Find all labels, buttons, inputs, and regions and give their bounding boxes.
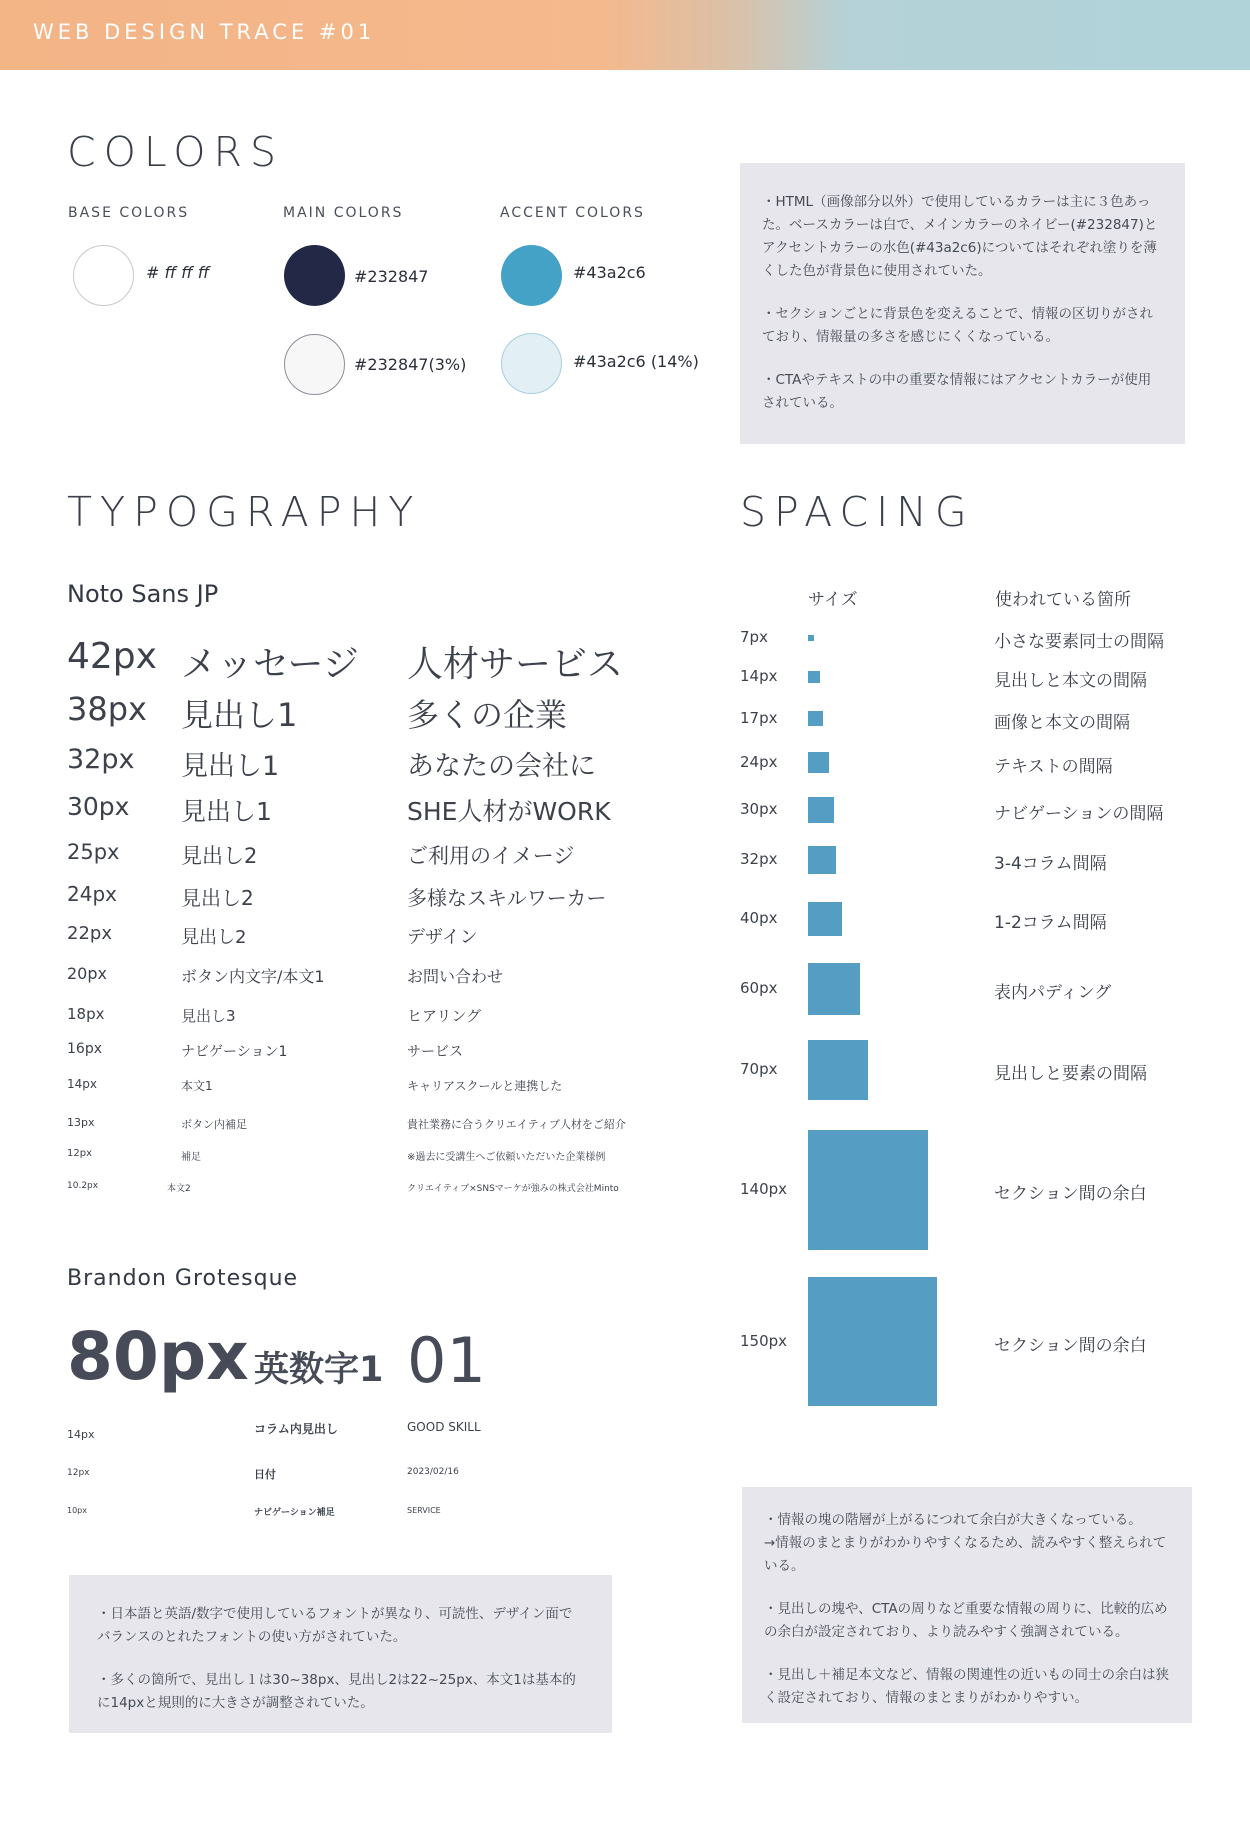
- type-sample: お問い合わせ: [407, 967, 504, 986]
- spacing-size: 60px: [740, 979, 778, 997]
- type-role: 補足: [181, 1152, 201, 1163]
- spacing-size: 30px: [740, 800, 778, 818]
- spacing-row: [740, 1040, 1210, 1100]
- type-size: 42px: [67, 636, 157, 677]
- accent-blue-tint-swatch: [501, 333, 562, 394]
- spacing-size: 140px: [740, 1180, 788, 1198]
- type-sample: 貴社業務に合うクリエイティブ人材をご紹介: [407, 1118, 626, 1131]
- spacing-size: 150px: [740, 1332, 788, 1350]
- spacing-box: [808, 1130, 928, 1250]
- type-row: [67, 1318, 667, 1398]
- header-title: WEB DESIGN TRACE #01: [33, 20, 376, 44]
- colors-note-1: ・HTML（画像部分以外）で使用しているカラーは主に３色あった。ベースカラーは白で、メインカラーのネイビー(#232847)とアクセントカラーの水色(#43a2c6)についてはそれぞれ塗りを薄くした色が背景色に使用されていた。: [762, 194, 1158, 279]
- accent-blue-swatch: [501, 245, 562, 306]
- spacing-box: [808, 1277, 937, 1406]
- type-sample: 多くの企業: [407, 696, 568, 734]
- type-size: 14px: [67, 1077, 97, 1091]
- type-size: 30px: [67, 792, 130, 821]
- base-white-hex: # ff ff ff: [146, 263, 210, 282]
- spacing-box: [808, 963, 860, 1015]
- typography-title: TYPOGRAPHY: [67, 488, 422, 536]
- main-navy-tint-swatch: [284, 334, 345, 395]
- spacing-use: 画像と本文の間隔: [994, 713, 1130, 733]
- type-sample: SERVICE: [407, 1506, 441, 1515]
- type-role: 英数字1: [254, 1350, 384, 1390]
- type-size: 24px: [67, 882, 117, 906]
- type-sample: 01: [407, 1324, 486, 1397]
- accent-colors-label: ACCENT COLORS: [500, 205, 645, 221]
- accent-blue-hex: #43a2c6: [573, 263, 646, 282]
- type-role: 見出し1: [181, 751, 280, 782]
- type-sample: デザイン: [407, 927, 478, 948]
- spacing-row: [740, 709, 1210, 733]
- spacing-size: 70px: [740, 1060, 778, 1078]
- colors-note-2: ・セクションごとに背景色を変えることで、情報の区切りがされており、情報量の多さを感じにくくなっている。: [762, 306, 1153, 345]
- spacing-row: [740, 667, 1210, 691]
- spacing-row: [740, 628, 1210, 652]
- spacing-row: [740, 902, 1210, 936]
- spacing-size: 14px: [740, 667, 778, 685]
- spacing-box: [808, 797, 834, 823]
- spacing-row: [740, 963, 1210, 1015]
- type-size: 18px: [67, 1005, 105, 1023]
- spacing-use: ナビゲーションの間隔: [994, 804, 1164, 824]
- type-size: 14px: [67, 1428, 95, 1441]
- spacing-box: [808, 635, 814, 641]
- typography-note-1: ・日本語と英語/数字で使用しているフォントが異なり、可読性、デザイン面でバランスのとれたフォントの使い方がされていた。: [97, 1606, 573, 1645]
- type-role: 本文1: [181, 1079, 213, 1093]
- spacing-size: 32px: [740, 850, 778, 868]
- type-role: ナビゲーション補足: [254, 1508, 335, 1518]
- spacing-size: 17px: [740, 709, 778, 727]
- type-size: 25px: [67, 840, 120, 864]
- spacing-use: 表内パディング: [994, 983, 1112, 1003]
- type-role: 本文2: [167, 1184, 191, 1194]
- spacing-row: [740, 752, 1210, 777]
- type-sample: ヒアリング: [407, 1007, 482, 1025]
- spacing-box: [808, 846, 836, 874]
- main-navy-tint-hex: #232847(3%): [354, 355, 467, 374]
- type-role: ナビゲーション1: [181, 1044, 288, 1060]
- type-role: 日付: [254, 1468, 276, 1481]
- type-role: メッセージ: [181, 644, 359, 685]
- type-role: ボタン内文字/本文1: [181, 967, 325, 986]
- spacing-use: 見出しと要素の間隔: [994, 1064, 1147, 1084]
- header-bar: [0, 0, 1250, 70]
- colors-note-3: ・CTAやテキストの中の重要な情報にはアクセントカラーが使用されている。: [762, 372, 1152, 411]
- type-sample: あなたの会社に: [407, 751, 596, 782]
- base-colors-label: BASE COLORS: [68, 205, 190, 221]
- spacing-box: [808, 902, 842, 936]
- spacing-use: セクション間の余白: [994, 1336, 1147, 1356]
- type-role: ボタン内補足: [181, 1118, 247, 1131]
- spacing-size-header: サイズ: [808, 590, 858, 610]
- type-size: 12px: [67, 1148, 92, 1159]
- noto-font-name: Noto Sans JP: [67, 580, 219, 608]
- type-sample: サービス: [407, 1044, 463, 1060]
- type-role: 見出し1: [181, 696, 298, 734]
- brandon-font-name: Brandon Grotesque: [67, 1266, 299, 1291]
- type-size: 32px: [67, 744, 135, 775]
- spacing-row: [740, 1277, 1210, 1406]
- type-size: 22px: [67, 923, 112, 944]
- main-navy-hex: #232847: [354, 267, 429, 286]
- type-role: 見出し2: [181, 886, 254, 910]
- spacing-use: セクション間の余白: [994, 1184, 1147, 1204]
- accent-blue-tint-hex: #43a2c6 (14%): [573, 352, 699, 371]
- main-navy-swatch: [284, 245, 345, 306]
- type-size: 38px: [67, 690, 147, 728]
- type-role: 見出し3: [181, 1007, 236, 1025]
- type-size: 20px: [67, 964, 107, 983]
- spacing-use: 見出しと本文の間隔: [994, 671, 1147, 691]
- type-role: 見出し2: [181, 844, 258, 868]
- type-role: コラム内見出し: [254, 1422, 338, 1436]
- base-white-swatch: [73, 245, 134, 306]
- spacing-size: 24px: [740, 753, 778, 771]
- type-sample: 人材サービス: [407, 644, 624, 685]
- type-sample: GOOD SKILL: [407, 1420, 481, 1434]
- spacing-box: [808, 711, 823, 726]
- spacing-box: [808, 671, 820, 683]
- type-role: 見出し1: [181, 797, 272, 826]
- type-sample: SHE人材がWORK: [407, 797, 611, 826]
- spacing-note-2: ・見出しの塊や、CTAの周りなど重要な情報の周りに、比較的広めの余白が設定されており、より読みやすく強調されている。: [764, 1601, 1168, 1640]
- type-sample: 2023/02/16: [407, 1467, 459, 1477]
- type-sample: キャリアスクールと連携した: [407, 1079, 563, 1093]
- spacing-box: [808, 1040, 868, 1100]
- spacing-row: [740, 1130, 1210, 1250]
- typography-note-2: ・多くの箇所で、見出し１は30~38px、見出し2は22~25px、本文1は基本的に14pxと規則的に大きさが調整されていた。: [97, 1672, 576, 1711]
- type-size: 80px: [67, 1318, 249, 1395]
- spacing-title: SPACING: [740, 488, 975, 536]
- type-sample: クリエイティブ×SNSマーケが強みの株式会社Minto: [407, 1184, 619, 1194]
- typography-note-box: [69, 1575, 612, 1733]
- spacing-use: 3-4コラム間隔: [994, 854, 1107, 874]
- spacing-size: 7px: [740, 628, 768, 646]
- type-size: 10px: [67, 1506, 87, 1515]
- type-sample: 多様なスキルワーカー: [407, 886, 607, 910]
- spacing-size: 40px: [740, 909, 778, 927]
- type-sample: ※過去に受講生へご依頼いただいた企業様例: [407, 1152, 606, 1163]
- spacing-row: [740, 797, 1210, 823]
- spacing-use: 1-2コラム間隔: [994, 913, 1107, 933]
- main-colors-label: MAIN COLORS: [283, 205, 404, 221]
- spacing-use-header: 使われている箇所: [995, 590, 1131, 610]
- type-size: 10.2px: [67, 1181, 99, 1191]
- spacing-use: 小さな要素同士の間隔: [994, 632, 1164, 652]
- spacing-note-3: ・見出し＋補足本文など、情報の関連性の近いもの同士の余白は狭く設定されており、情報のまとまりがわかりやすい。: [764, 1667, 1169, 1706]
- spacing-use: テキストの間隔: [994, 757, 1113, 777]
- type-size: 16px: [67, 1041, 102, 1057]
- spacing-note-1: ・情報の塊の階層が上がるにつれて余白が大きくなっている。 →情報のまとまりがわかりやすくなるため、読みやすく整えられている。: [764, 1512, 1167, 1574]
- spacing-box: [808, 752, 829, 773]
- type-size: 12px: [67, 1468, 90, 1478]
- spacing-note-box: [742, 1487, 1192, 1723]
- colors-note-box: [740, 163, 1185, 444]
- spacing-row: [740, 846, 1210, 874]
- colors-title: COLORS: [67, 128, 285, 176]
- type-size: 13px: [67, 1116, 95, 1129]
- type-role: 見出し2: [181, 927, 247, 948]
- type-sample: ご利用のイメージ: [407, 844, 575, 868]
